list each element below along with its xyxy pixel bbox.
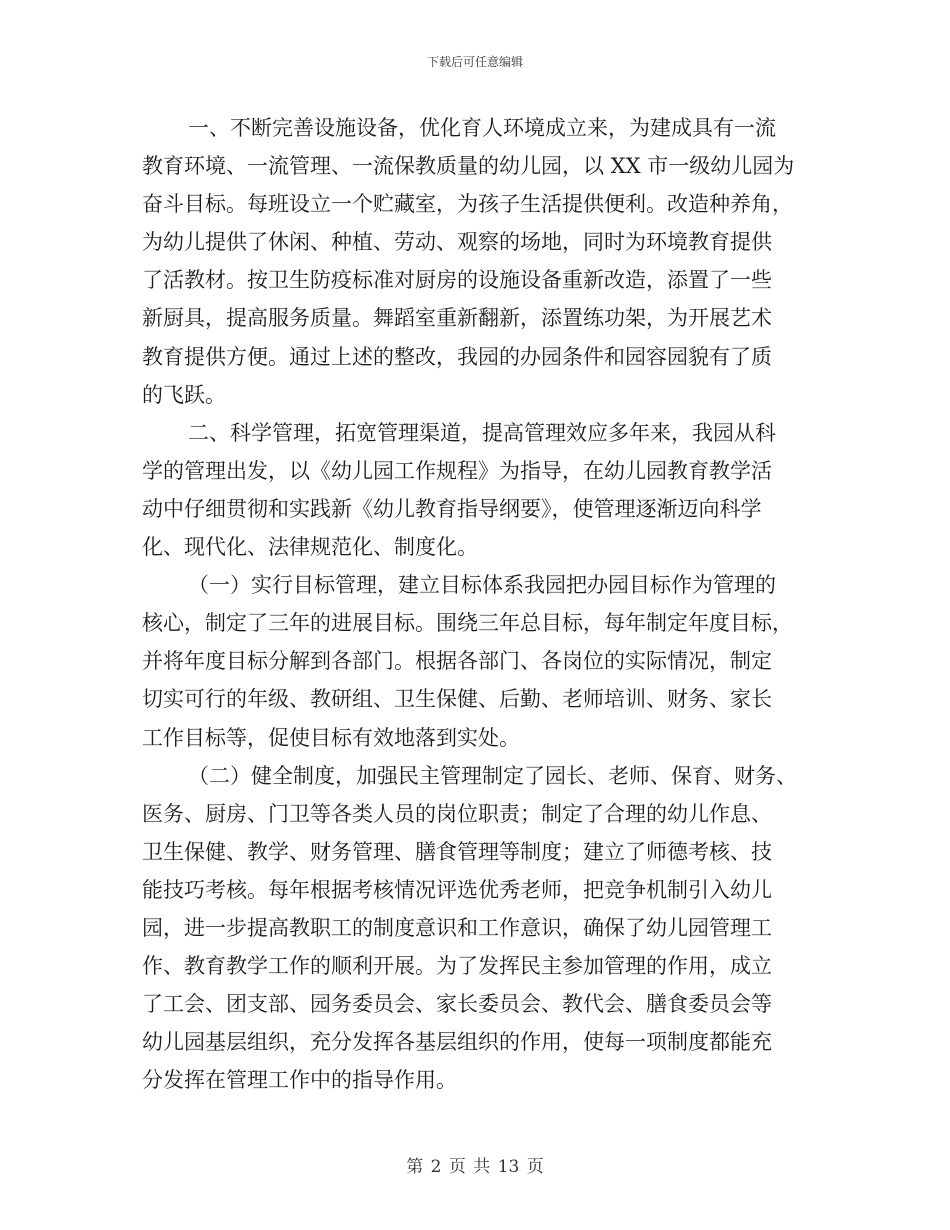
text-line: 一、不断完善设施设备，优化育人环境成立来，为建成具有一流 — [188, 116, 776, 140]
text-line: 教育环境、一流管理、一流保教质量的幼儿园，以 XX 市一级幼儿园为 — [142, 154, 795, 179]
text-line: 化、现代化、法律规范化、制度化。 — [142, 535, 478, 560]
text-line: 二、科学管理，拓宽管理渠道，提高管理效应多年来，我园从科 — [188, 420, 776, 445]
text-line: 医务、厨房、门卫等各类人员的岗位职责；制定了合理的幼儿作息、 — [142, 801, 772, 826]
text-line: 工作目标等，促使目标有效地落到实处。 — [142, 725, 520, 750]
text-line: 分发挥在管理工作中的指导作用。 — [142, 1068, 457, 1093]
text-line: （一）实行目标管理，建立目标体系我园把办园目标作为管理的 — [188, 573, 776, 598]
text-line: 了活教材。按卫生防疫标准对厨房的设施设备重新改造，添置了一些 — [142, 268, 772, 293]
text-line: 核心，制定了三年的进展目标。围绕三年总目标，每年制定年度目标， — [142, 611, 793, 636]
page-number: 第 2 页 共 13 页 — [406, 1157, 544, 1177]
text-line: 幼儿园基层组织，充分发挥各基层组织的作用，使每一项制度都能充 — [142, 1030, 772, 1055]
text-line: 教育提供方便。通过上述的整改，我园的办园条件和园容园貌有了质 — [142, 344, 772, 369]
text-line: 学的管理出发，以《幼儿园工作规程》为指导，在幼儿园教育教学活 — [142, 458, 772, 483]
text-line: 了工会、团支部、园务委员会、家长委员会、教代会、膳食委员会等 — [142, 992, 772, 1017]
text-line: 作、教育教学工作的顺利开展。为了发挥民主参加管理的作用，成立 — [142, 954, 772, 979]
text-line: 卫生保健、教学、财务管理、膳食管理等制度；建立了师德考核、技 — [142, 839, 772, 864]
text-line: 园，进一步提高教职工的制度意识和工作意识，确保了幼儿园管理工 — [142, 915, 772, 940]
text-line: 新厨具，提高服务质量。舞蹈室重新翻新，添置练功架，为开展艺术 — [142, 306, 772, 331]
text-line: 能技巧考核。每年根据考核情况评选优秀老师，把竞争机制引入幼儿 — [142, 877, 772, 902]
text-line: 动中仔细贯彻和实践新《幼儿教育指导纲要》，使管理逐渐迈向科学 — [142, 496, 762, 521]
text-line: 并将年度目标分解到各部门。根据各部门、各岗位的实际情况，制定 — [142, 649, 772, 674]
text-line: （二）健全制度，加强民主管理制定了园长、老师、保育、财务、 — [188, 763, 797, 788]
page-header: 下载后可任意编辑 — [426, 55, 523, 69]
text-line: 切实可行的年级、教研组、卫生保健、后勤、老师培训、财务、家长 — [142, 687, 772, 712]
document-body — [142, 109, 810, 1099]
text-line: 为幼儿提供了休闲、种植、劳动、观察的场地，同时为环境教育提供 — [142, 230, 772, 255]
text-line: 的飞跃。 — [142, 382, 226, 407]
text-line: 奋斗目标。每班设立一个贮藏室，为孩子生活提供便利。改造种养角， — [142, 192, 793, 217]
